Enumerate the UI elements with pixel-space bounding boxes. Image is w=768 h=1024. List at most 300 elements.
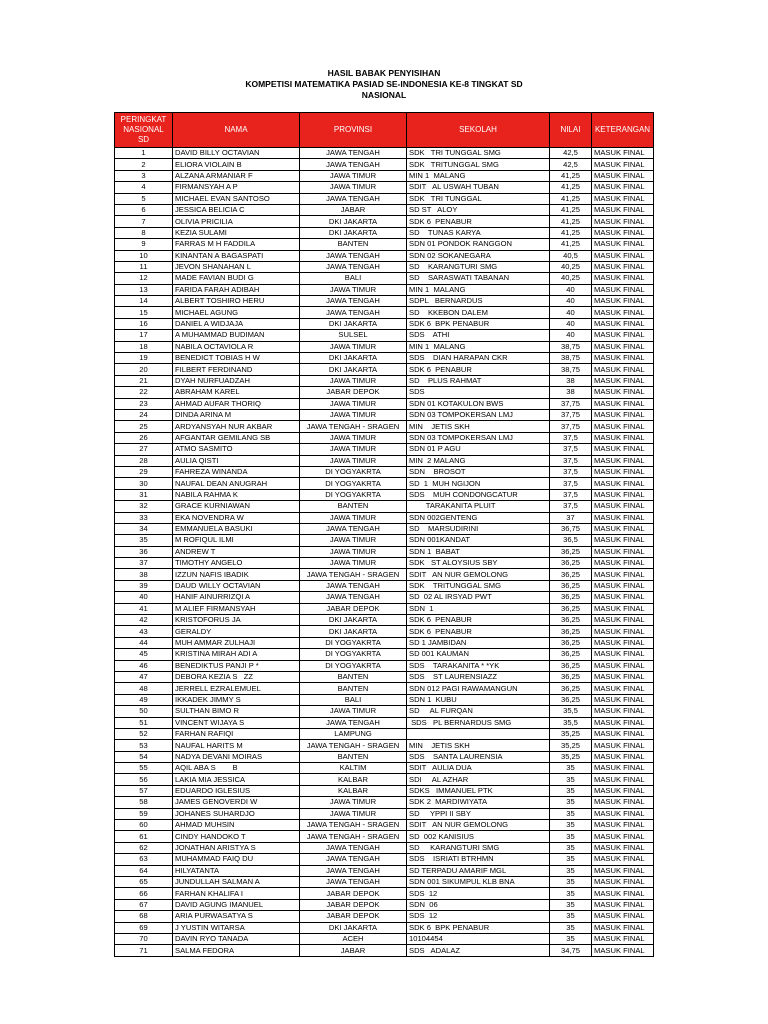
score-cell: 38 [550, 387, 592, 398]
name-cell: FIRMANSYAH A P [173, 182, 300, 193]
remark-cell: MASUK FINAL [592, 512, 654, 523]
table-row [115, 797, 654, 808]
name-cell: DAVIN RYO TANADA [173, 933, 300, 944]
remark-cell: MASUK FINAL [592, 763, 654, 774]
province-cell: JAWA TENGAH [300, 877, 407, 888]
rank-cell: 57 [115, 785, 173, 796]
remark-cell: MASUK FINAL [592, 398, 654, 409]
province-cell: JAWA TIMUR [300, 558, 407, 569]
province-cell: JABAR DEPOK [300, 603, 407, 614]
table-row [115, 250, 654, 261]
rank-cell: 34 [115, 523, 173, 534]
province-cell: JAWA TIMUR [300, 706, 407, 717]
province-cell: DI YOGYAKRTA [300, 489, 407, 500]
province-cell: DKI JAKARTA [300, 318, 407, 329]
remark-cell: MASUK FINAL [592, 444, 654, 455]
province-cell: SULSEL [300, 330, 407, 341]
rank-cell: 49 [115, 694, 173, 705]
rank-cell: 40 [115, 592, 173, 603]
province-cell: JAWA TENGAH [300, 193, 407, 204]
name-cell: FARRAS M H FADDILA [173, 239, 300, 250]
name-cell: JEVON SHANAHAN L [173, 261, 300, 272]
province-cell: JAWA TENGAH - SRAGEN [300, 820, 407, 831]
remark-cell: MASUK FINAL [592, 148, 654, 159]
rank-cell: 12 [115, 273, 173, 284]
remark-cell: MASUK FINAL [592, 922, 654, 933]
rank-cell: 46 [115, 660, 173, 671]
name-cell: BENEDICT TOBIAS H W [173, 353, 300, 364]
score-cell: 40,25 [550, 261, 592, 272]
table-row [115, 535, 654, 546]
score-cell: 36,25 [550, 592, 592, 603]
school-cell: SD 02 AL IRSYAD PWT [407, 592, 550, 603]
table-row [115, 523, 654, 534]
remark-cell: MASUK FINAL [592, 364, 654, 375]
table-row [115, 444, 654, 455]
table-row [115, 854, 654, 865]
province-cell: KALTIM [300, 763, 407, 774]
remark-cell: MASUK FINAL [592, 911, 654, 922]
school-cell: MIN 1 MALANG [407, 341, 550, 352]
table-row [115, 489, 654, 500]
province-cell: BANTEN [300, 239, 407, 250]
score-cell: 34,75 [550, 945, 592, 956]
table-row [115, 296, 654, 307]
school-cell: SDK 6 BPK PENABUR [407, 318, 550, 329]
school-cell: SDS 12 [407, 888, 550, 899]
score-cell: 41,25 [550, 193, 592, 204]
province-cell: JAWA TENGAH [300, 580, 407, 591]
rank-cell: 63 [115, 854, 173, 865]
score-cell: 35,25 [550, 751, 592, 762]
school-cell: SD SARASWATI TABANAN [407, 273, 550, 284]
name-cell: DINDA ARINA M [173, 409, 300, 420]
name-cell: OLIVIA PRICILIA [173, 216, 300, 227]
table-row [115, 820, 654, 831]
rank-cell: 51 [115, 717, 173, 728]
name-cell: AFGANTAR GEMILANG SB [173, 432, 300, 443]
name-cell: JAMES GENOVERDI W [173, 797, 300, 808]
score-cell: 35,5 [550, 717, 592, 728]
school-cell: SDK TRI TUNGGAL [407, 193, 550, 204]
province-cell: JABAR [300, 204, 407, 215]
school-cell: SDN 02 SOKANEGARA [407, 250, 550, 261]
rank-cell: 28 [115, 455, 173, 466]
school-cell: SDN 01 PONDOK RANGGON [407, 239, 550, 250]
remark-cell: MASUK FINAL [592, 489, 654, 500]
rank-cell: 35 [115, 535, 173, 546]
rank-cell: 32 [115, 501, 173, 512]
remark-cell: MASUK FINAL [592, 728, 654, 739]
remark-cell: MASUK FINAL [592, 558, 654, 569]
province-cell: JABAR [300, 945, 407, 956]
rank-cell: 20 [115, 364, 173, 375]
remark-cell: MASUK FINAL [592, 649, 654, 660]
remark-cell: MASUK FINAL [592, 820, 654, 831]
table-row [115, 592, 654, 603]
score-cell: 38,75 [550, 353, 592, 364]
score-cell: 41,25 [550, 216, 592, 227]
name-cell: MUH AMMAR ZULHAJI [173, 637, 300, 648]
rank-cell: 68 [115, 911, 173, 922]
rank-cell: 67 [115, 899, 173, 910]
name-cell: LAKIA MIA JESSICA [173, 774, 300, 785]
school-cell: SDS ST LAURENSIAZZ [407, 671, 550, 682]
name-cell: ATMO SASMITO [173, 444, 300, 455]
rank-cell: 50 [115, 706, 173, 717]
rank-cell: 33 [115, 512, 173, 523]
school-cell: SDS SANTA LAURENSIA [407, 751, 550, 762]
score-cell: 36,25 [550, 660, 592, 671]
province-cell: DI YOGYAKRTA [300, 478, 407, 489]
table-row [115, 421, 654, 432]
table-row [115, 945, 654, 956]
score-cell: 36,25 [550, 637, 592, 648]
score-cell: 36,25 [550, 580, 592, 591]
province-cell: JAWA TIMUR [300, 284, 407, 295]
name-cell: EKA NOVENDRA W [173, 512, 300, 523]
name-cell: ALBERT TOSHIRO HERU [173, 296, 300, 307]
school-cell: SDN 002GENTENG [407, 512, 550, 523]
score-cell: 41,25 [550, 227, 592, 238]
score-cell: 41,25 [550, 170, 592, 181]
remark-cell: MASUK FINAL [592, 569, 654, 580]
remark-cell: MASUK FINAL [592, 717, 654, 728]
province-cell: KALBAR [300, 774, 407, 785]
table-row [115, 740, 654, 751]
school-cell: SDS DIAN HARAPAN CKR [407, 353, 550, 364]
name-cell: KEZIA SULAMI [173, 227, 300, 238]
score-cell: 36,25 [550, 683, 592, 694]
name-cell: IKKADEK JIMMY S [173, 694, 300, 705]
school-cell: SDIT AL USWAH TUBAN [407, 182, 550, 193]
province-cell: BALI [300, 273, 407, 284]
score-cell: 40 [550, 284, 592, 295]
school-cell: SDS PL BERNARDUS SMG [407, 717, 550, 728]
name-cell: MICHAEL EVAN SANTOSO [173, 193, 300, 204]
rank-cell: 13 [115, 284, 173, 295]
name-cell: GERALDY [173, 626, 300, 637]
table-row [115, 785, 654, 796]
rank-cell: 4 [115, 182, 173, 193]
province-cell: DI YOGYAKRTA [300, 466, 407, 477]
remark-cell: MASUK FINAL [592, 615, 654, 626]
remark-cell: MASUK FINAL [592, 592, 654, 603]
rank-cell: 9 [115, 239, 173, 250]
remark-cell: MASUK FINAL [592, 523, 654, 534]
score-cell: 35 [550, 854, 592, 865]
school-cell: SDN 1 [407, 603, 550, 614]
rank-cell: 2 [115, 159, 173, 170]
remark-cell: MASUK FINAL [592, 580, 654, 591]
score-cell: 37,75 [550, 421, 592, 432]
remark-cell: MASUK FINAL [592, 204, 654, 215]
province-cell: JAWA TENGAH [300, 250, 407, 261]
province-cell: BANTEN [300, 683, 407, 694]
column-header-school: SEKOLAH [407, 113, 550, 148]
header-line1: HASIL BABAK PENYISIHAN [327, 68, 441, 78]
table-row [115, 637, 654, 648]
score-cell: 35 [550, 888, 592, 899]
remark-cell: MASUK FINAL [592, 945, 654, 956]
score-cell: 36,25 [550, 694, 592, 705]
remark-cell: MASUK FINAL [592, 227, 654, 238]
school-cell: SDN 001KANDAT [407, 535, 550, 546]
name-cell: KINANTAN A BAGASPATI [173, 250, 300, 261]
rank-cell: 66 [115, 888, 173, 899]
rank-cell: 27 [115, 444, 173, 455]
name-cell: DANIEL A WIDJAJA [173, 318, 300, 329]
header-line3: NASIONAL [361, 90, 407, 100]
province-cell: JABAR DEPOK [300, 911, 407, 922]
remark-cell: MASUK FINAL [592, 341, 654, 352]
table-row [115, 466, 654, 477]
school-cell: MIN 1 MALANG [407, 170, 550, 181]
rank-cell: 36 [115, 546, 173, 557]
school-cell: SD TERPADU AMARIF MGL [407, 865, 550, 876]
remark-cell: MASUK FINAL [592, 387, 654, 398]
name-cell: MADE FAVIAN BUDI G [173, 273, 300, 284]
province-cell: JAWA TIMUR [300, 535, 407, 546]
remark-cell: MASUK FINAL [592, 239, 654, 250]
rank-cell: 29 [115, 466, 173, 477]
rank-cell: 11 [115, 261, 173, 272]
province-cell: JAWA TENGAH [300, 854, 407, 865]
score-cell: 35 [550, 808, 592, 819]
table-row [115, 546, 654, 557]
province-cell: JABAR DEPOK [300, 387, 407, 398]
rank-cell: 7 [115, 216, 173, 227]
table-row [115, 831, 654, 842]
rank-cell: 71 [115, 945, 173, 956]
name-cell: NAUFAL HARITS M [173, 740, 300, 751]
column-header-province: PROVINSI [300, 113, 407, 148]
score-cell: 37,5 [550, 466, 592, 477]
province-cell: JAWA TIMUR [300, 444, 407, 455]
school-cell: SDIT AULIA DUA [407, 763, 550, 774]
name-cell: IZZUN NAFIS IBADIK [173, 569, 300, 580]
province-cell: JAWA TENGAH [300, 717, 407, 728]
remark-cell: MASUK FINAL [592, 933, 654, 944]
score-cell: 35 [550, 842, 592, 853]
remark-cell: MASUK FINAL [592, 899, 654, 910]
school-cell: SDS MUH CONDONGCATUR [407, 489, 550, 500]
column-header-rank: PERINGKAT NASIONAL SD [115, 113, 173, 148]
score-cell: 40,25 [550, 273, 592, 284]
table-row [115, 774, 654, 785]
rank-cell: 24 [115, 409, 173, 420]
column-header-score: NILAI [550, 113, 592, 148]
rank-cell: 16 [115, 318, 173, 329]
score-cell: 37,5 [550, 432, 592, 443]
rank-cell: 23 [115, 398, 173, 409]
province-cell: KALBAR [300, 785, 407, 796]
table-row [115, 615, 654, 626]
province-cell: JAWA TENGAH [300, 261, 407, 272]
score-cell: 41,25 [550, 239, 592, 250]
score-cell: 35 [550, 831, 592, 842]
province-cell: JAWA TIMUR [300, 797, 407, 808]
score-cell: 42,5 [550, 148, 592, 159]
rank-cell: 52 [115, 728, 173, 739]
remark-cell: MASUK FINAL [592, 888, 654, 899]
name-cell: ARDYANSYAH NUR AKBAR [173, 421, 300, 432]
province-cell: JAWA TIMUR [300, 546, 407, 557]
school-cell: SDK 6 PENABUR [407, 364, 550, 375]
remark-cell: MASUK FINAL [592, 842, 654, 853]
rank-cell: 61 [115, 831, 173, 842]
table-row [115, 660, 654, 671]
table-row [115, 512, 654, 523]
score-cell: 40 [550, 318, 592, 329]
school-cell: MIN 1 MALANG [407, 284, 550, 295]
rank-cell: 1 [115, 148, 173, 159]
name-cell: AHMAD MUHSIN [173, 820, 300, 831]
table-row [115, 261, 654, 272]
score-cell: 35,5 [550, 706, 592, 717]
school-cell: SD MARSUDIRINI [407, 523, 550, 534]
school-cell: MIN JETIS SKH [407, 421, 550, 432]
rank-cell: 43 [115, 626, 173, 637]
rank-cell: 64 [115, 865, 173, 876]
rank-cell: 70 [115, 933, 173, 944]
remark-cell: MASUK FINAL [592, 694, 654, 705]
school-cell: SDS ADALAZ [407, 945, 550, 956]
table-row [115, 877, 654, 888]
school-cell: SD TUNAS KARYA [407, 227, 550, 238]
rank-cell: 6 [115, 204, 173, 215]
remark-cell: MASUK FINAL [592, 501, 654, 512]
score-cell: 36,25 [550, 569, 592, 580]
name-cell: HILYATANTA [173, 865, 300, 876]
score-cell: 35 [550, 865, 592, 876]
school-cell: SDN BROSOT [407, 466, 550, 477]
school-cell: SDKS IMMANUEL PTK [407, 785, 550, 796]
remark-cell: MASUK FINAL [592, 706, 654, 717]
remark-cell: MASUK FINAL [592, 854, 654, 865]
score-cell: 35,25 [550, 728, 592, 739]
province-cell: DKI JAKARTA [300, 364, 407, 375]
province-cell: BANTEN [300, 671, 407, 682]
school-cell: SDK TRITUNGGAL SMG [407, 580, 550, 591]
rank-cell: 31 [115, 489, 173, 500]
table-row [115, 193, 654, 204]
rank-cell: 25 [115, 421, 173, 432]
remark-cell: MASUK FINAL [592, 296, 654, 307]
table-row [115, 922, 654, 933]
name-cell: GRACE KURNIAWAN [173, 501, 300, 512]
school-cell: SDK TRI TUNGGAL SMG [407, 148, 550, 159]
name-cell: JESSICA BELICIA C [173, 204, 300, 215]
name-cell: JONATHAN ARISTYA S [173, 842, 300, 853]
rank-cell: 45 [115, 649, 173, 660]
remark-cell: MASUK FINAL [592, 261, 654, 272]
school-cell: SDN 01 P AGU [407, 444, 550, 455]
rank-cell: 17 [115, 330, 173, 341]
table-row [115, 728, 654, 739]
name-cell: TIMOTHY ANGELO [173, 558, 300, 569]
province-cell: DKI JAKARTA [300, 227, 407, 238]
name-cell: CINDY HANDOKO T [173, 831, 300, 842]
rank-cell: 42 [115, 615, 173, 626]
rank-cell: 39 [115, 580, 173, 591]
remark-cell: MASUK FINAL [592, 159, 654, 170]
province-cell: JAWA TENGAH - SRAGEN [300, 831, 407, 842]
name-cell: JUNDULLAH SALMAN A [173, 877, 300, 888]
remark-cell: MASUK FINAL [592, 865, 654, 876]
remark-cell: MASUK FINAL [592, 637, 654, 648]
name-cell: SULTHAN BIMO R [173, 706, 300, 717]
province-cell: JAWA TENGAH [300, 159, 407, 170]
rank-cell: 55 [115, 763, 173, 774]
remark-cell: MASUK FINAL [592, 466, 654, 477]
table-row [115, 455, 654, 466]
province-cell: JAWA TIMUR [300, 512, 407, 523]
score-cell: 36,75 [550, 523, 592, 534]
rank-cell: 59 [115, 808, 173, 819]
school-cell: SDIT AN NUR GEMOLONG [407, 820, 550, 831]
rank-cell: 30 [115, 478, 173, 489]
name-cell: JOHANES SUHARDJO [173, 808, 300, 819]
name-cell: NADYA DEVANI MOIRAS [173, 751, 300, 762]
remark-cell: MASUK FINAL [592, 353, 654, 364]
name-cell: MUHAMMAD FAIQ DU [173, 854, 300, 865]
table-row [115, 694, 654, 705]
remark-cell: MASUK FINAL [592, 432, 654, 443]
school-cell: SD 002 KANISIUS [407, 831, 550, 842]
score-cell: 38 [550, 375, 592, 386]
rank-cell: 47 [115, 671, 173, 682]
rank-cell: 15 [115, 307, 173, 318]
score-cell: 36,25 [550, 671, 592, 682]
remark-cell: MASUK FINAL [592, 831, 654, 842]
province-cell: LAMPUNG [300, 728, 407, 739]
province-cell: JAWA TENGAH [300, 865, 407, 876]
table-row [115, 706, 654, 717]
province-cell: JAWA TENGAH [300, 296, 407, 307]
score-cell: 40 [550, 330, 592, 341]
score-cell: 35,25 [550, 740, 592, 751]
name-cell: DAUD WILLY OCTAVIAN [173, 580, 300, 591]
table-row [115, 398, 654, 409]
table-row [115, 170, 654, 181]
name-cell: AQIL ABA S B [173, 763, 300, 774]
school-cell: SD AL FURQAN [407, 706, 550, 717]
rank-cell: 22 [115, 387, 173, 398]
remark-cell: MASUK FINAL [592, 478, 654, 489]
column-header-name: NAMA [173, 113, 300, 148]
name-cell: JERRELL EZRALEMUEL [173, 683, 300, 694]
province-cell: JAWA TENGAH [300, 842, 407, 853]
school-cell: SDK TRITUNGGAL SMG [407, 159, 550, 170]
table-row [115, 148, 654, 159]
remark-cell: MASUK FINAL [592, 318, 654, 329]
rank-cell: 41 [115, 603, 173, 614]
remark-cell: MASUK FINAL [592, 330, 654, 341]
name-cell: ALZANA ARMANIAR F [173, 170, 300, 181]
score-cell: 35 [550, 899, 592, 910]
score-cell: 37 [550, 512, 592, 523]
table-row [115, 501, 654, 512]
name-cell: BENEDIKTUS PANJI P * [173, 660, 300, 671]
rank-cell: 18 [115, 341, 173, 352]
score-cell: 36,25 [550, 546, 592, 557]
school-cell: MIN JETIS SKH [407, 740, 550, 751]
province-cell: JAWA TENGAH - SRAGEN [300, 740, 407, 751]
table-row [115, 808, 654, 819]
rank-cell: 48 [115, 683, 173, 694]
province-cell: JAWA TENGAH [300, 592, 407, 603]
